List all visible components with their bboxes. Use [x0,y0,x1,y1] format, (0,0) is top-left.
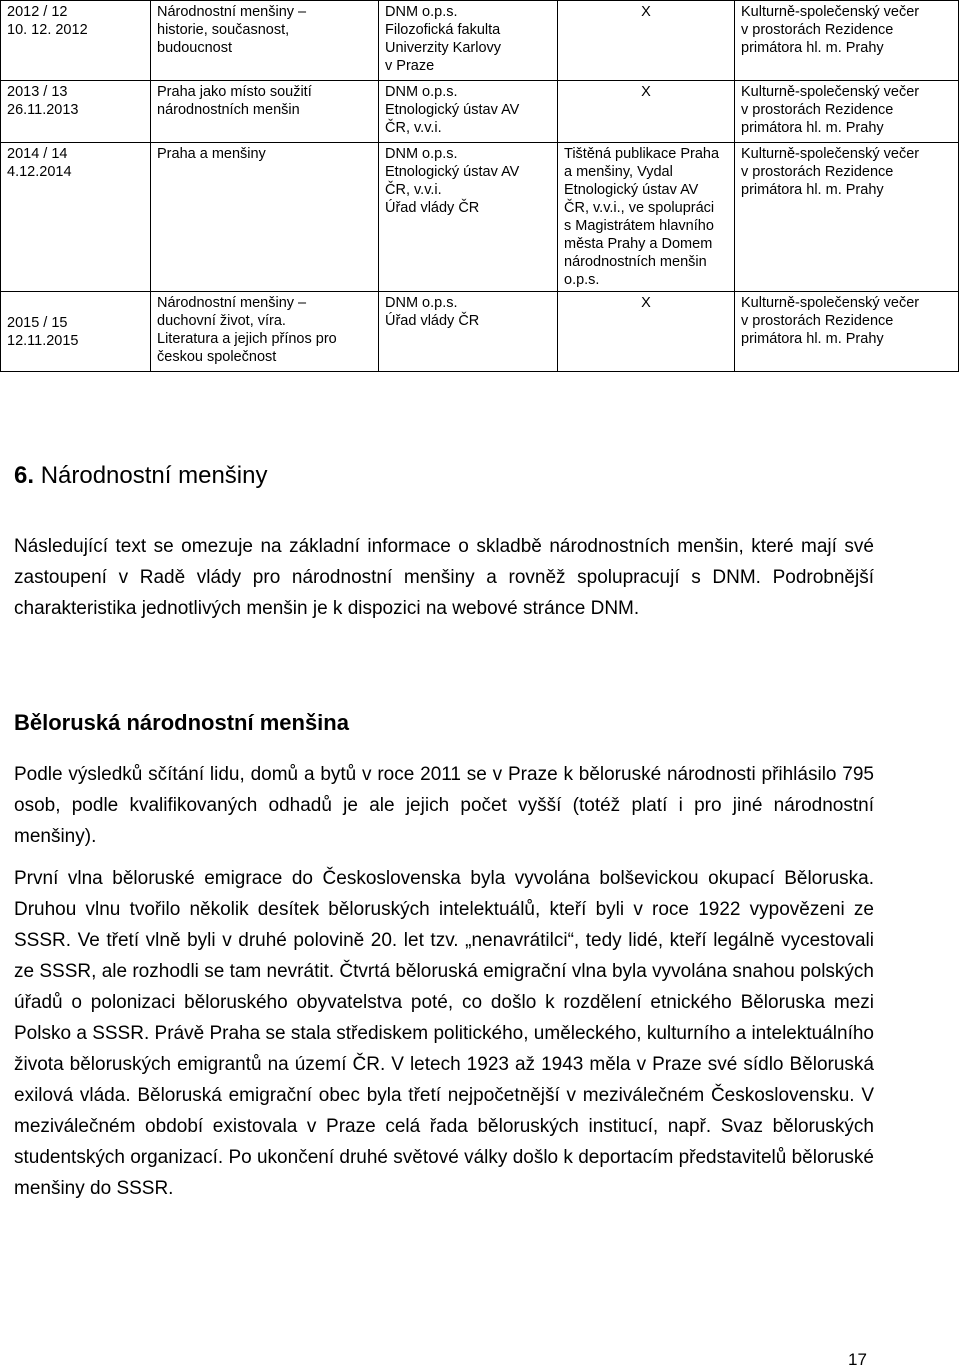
venue-cell [735,81,959,143]
publication-line: Etnologický ústav AV [564,182,699,198]
topic-line: Praha a menšiny [157,146,266,162]
organizer-line: Etnologický ústav AV [385,164,520,180]
year-cell [1,292,151,372]
publication-line: s Magistrátem hlavního [564,218,714,234]
venue-line: Kulturně-společenský večer [741,295,920,311]
table-row [1,81,959,143]
year-label: 2015 / 15 [7,314,68,331]
venue-line: primátora hl. m. Prahy [741,331,884,347]
year-label: 2014 / 14 [7,146,68,162]
topic-cell [151,1,379,81]
publication-line: Tištěná publikace Praha [564,146,720,162]
subsection-paragraph-1: Podle výsledků sčítání lidu, domů a bytů v roce 2011 se v Praze k běloruské národnosti přihlásilo 795 osob, podle kvalifikovaných odhadů je ale jejich počet vyšší (totéž platí i pro jiné národnostní menšiny). [14,764,874,847]
table-row [1,143,959,292]
topic-line: českou společnost [157,349,277,365]
subsection-heading: Běloruská národnostní menšina [14,710,349,735]
organizer-line: Univerzity Karlovy [385,40,502,56]
organizer-line: Úřad vlády ČR [385,200,480,216]
page-number: 17 [848,1350,867,1369]
venue-line: primátora hl. m. Prahy [741,40,884,56]
organizer-line: v Praze [385,58,435,74]
topic-cell [151,81,379,143]
organizer-line: ČR, v.v.i. [385,182,442,198]
organizer-line: DNM o.p.s. [385,4,458,20]
publication-cell [558,292,735,372]
organizers-cell [379,1,558,81]
organizer-line: ČR, v.v.i. [385,120,442,136]
section-title: Národnostní menšiny [40,462,268,489]
publication-line: o.p.s. [564,272,600,288]
organizer-line: Filozofická fakulta [385,22,501,38]
topic-line: budoucnost [157,40,232,56]
topic-line: Národnostní menšiny – [157,295,307,311]
publication-line: X [641,84,651,100]
publication-line: města Prahy a Domem [564,236,713,252]
date-label: 26.11.2013 [7,102,79,118]
year-label: 2013 / 13 [7,84,68,100]
topic-line: národnostních menšin [157,102,300,118]
venue-line: primátora hl. m. Prahy [741,182,884,198]
venue-cell [735,143,959,292]
topic-line: Národnostní menšiny – [157,4,307,20]
venue-line: Kulturně-společenský večer [741,84,920,100]
year-label: 2012 / 12 [7,4,68,20]
venue-line: Kulturně-společenský večer [741,146,920,162]
venue-line: Kulturně-společenský večer [741,4,920,20]
organizer-line: DNM o.p.s. [385,146,458,162]
venue-line: v prostorách Rezidence [741,164,894,180]
publication-line: národnostních menšin [564,254,707,270]
year-cell [1,143,151,292]
organizer-line: Etnologický ústav AV [385,102,520,118]
topic-cell [151,292,379,372]
publication-line: a menšiny, Vydal [564,164,673,180]
year-cell [1,81,151,143]
table-row [1,1,959,81]
topic-line: duchovní život, víra. [157,313,286,329]
organizer-line: DNM o.p.s. [385,295,458,311]
publication-line: X [641,4,651,20]
venue-line: v prostorách Rezidence [741,22,894,38]
organizer-line: Úřad vlády ČR [385,313,480,329]
section-intro-paragraph: Následující text se omezuje na základní informace o skladbě národnostních menšin, které mají své zastoupení v Radě vlády pro národnostní menšiny a rovněž spolupracují s DNM. Podrobnější charakteristika jednotlivých menšin je k dispozici na webové stránce DNM. [14,536,874,619]
publication-cell [558,143,735,292]
events-table-body [1,1,959,372]
publication-line: X [641,295,651,311]
organizers-cell [379,143,558,292]
organizer-line: DNM o.p.s. [385,84,458,100]
topic-line: Literatura a jejich přínos pro [157,331,337,347]
publication-line: ČR, v.v.i., ve spolupráci [564,200,715,216]
venue-line: v prostorách Rezidence [741,313,894,329]
section-heading [14,462,267,490]
table-row [1,292,959,372]
venue-line: v prostorách Rezidence [741,102,894,118]
date-label: 10. 12. 2012 [7,22,88,38]
date-label: 12.11.2015 [7,332,79,349]
topic-line: historie, současnost, [157,22,290,38]
date-label: 4.12.2014 [7,164,72,180]
publication-cell [558,81,735,143]
section-number: 6. [14,462,35,489]
topic-line: Praha jako místo soužití [157,84,312,100]
venue-line: primátora hl. m. Prahy [741,120,884,136]
topic-cell [151,143,379,292]
events-table [0,0,959,372]
organizers-cell [379,81,558,143]
venue-cell [735,292,959,372]
organizers-cell [379,292,558,372]
subsection-paragraph-2: První vlna běloruské emigrace do Československa byla vyvolána bolševickou okupací Běloruska. Druhou vlnu tvořilo několik desítek běloruských intelektuálů, kteří byli v roce 1922 vypovězeni ze SSSR. Ve třetí vlně byli v druhé polovině 20. let tzv. „nenavrátilci“, tedy lidé, kteří legálně vycestovali ze SSSR, ale rozhodli se tam nevrátit. Čtvrtá běloruská emigrační vlna byla vyvolána snahou polských úřadů o polonizaci běloruského obyvatelstva poté, co došlo k rozdělení etnického Běloruska mezi Polsko a SSSR. Právě Praha se stala střediskem politického, uměleckého, kulturního a intelektuálního života běloruských emigrantů na území ČR. V letech 1923 až 1943 měla v Praze své sídlo Běloruská exilová vláda. Běloruská emigrační obec byla třetí nejpočetnější v meziválečném Československu. V meziválečném období existovala v Praze celá řada běloruských institucí, např. Svaz běloruských studentských organizací. Po ukončení druhé světové války došlo k deportacím představitelů běloruské menšiny do SSSR. [14,868,874,1199]
venue-cell [735,1,959,81]
publication-cell [558,1,735,81]
year-cell [1,1,151,81]
